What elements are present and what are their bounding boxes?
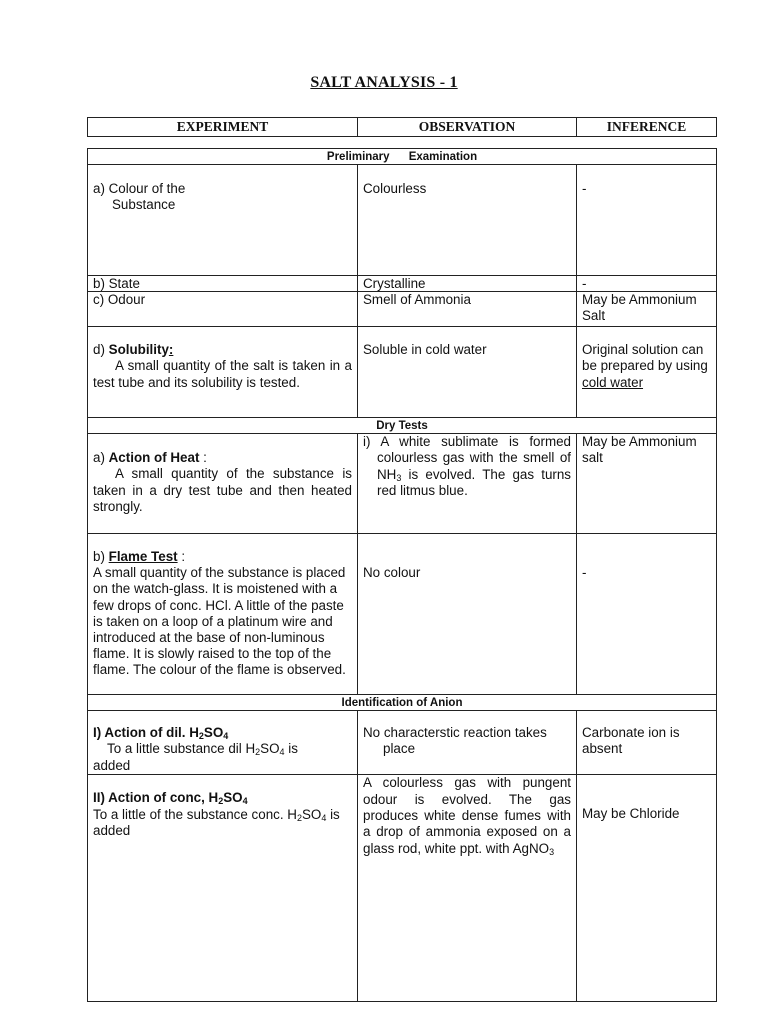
inference-cell: May be Chloride <box>577 775 717 1002</box>
inference-cell: May be Ammonium Salt <box>577 292 717 327</box>
conc-h2so4-description: To a little of the substance conc. $H_2SO_4$ is added <box>93 806 340 839</box>
table-row <box>88 327 717 418</box>
analysis-table <box>87 148 717 1002</box>
experiment-cell: I) Action of dil. $H_2SO_4$ To a little substance dil $H_2SO_4$ is added <box>88 711 358 775</box>
inference-cell: May be Ammonium salt <box>577 434 717 534</box>
inference-cell: Original solution can be prepared by using cold water <box>577 327 717 418</box>
page-title: SALT ANALYSIS - 1 <box>310 74 458 91</box>
observation-cell: i) A white sublimate is formed colourless gas with the smell of $NH_3$ is evolved. The gas turns red litmus blue. <box>358 434 577 534</box>
observation-cell: Colourless <box>358 165 577 276</box>
experiment-cell: d) Solubility: A small quantity of the salt is taken in a test tube and its solubility is tested. <box>88 327 358 418</box>
section-dry-tests: Dry Tests <box>88 418 717 434</box>
table-row <box>88 534 717 695</box>
inference-cell: - <box>577 165 717 276</box>
section-anion: Identification of Anion <box>88 695 717 711</box>
colour-label-line2: Substance <box>112 197 176 213</box>
table-row <box>88 292 717 327</box>
table-row <box>88 165 717 276</box>
dil-h2so4-description: To a little substance dil $H_2SO_4$ is <box>107 741 298 758</box>
table-row <box>88 711 717 775</box>
inference-cell: Carbonate ion is absent <box>577 711 717 775</box>
flame-test-description: A small quantity of the substance is placed on the watch-glass. It is moistened with a few drops of conc. HCl. A little of the paste is taken on a loop of a platinum wire and introduced at the base of non-luminous flame. It is slowly raised to the top of the flame. The colour of the flame is observed. <box>93 565 346 678</box>
observation-cell: No characterstic reaction takes place <box>358 711 577 775</box>
experiment-cell: b) Flame Test : A small quantity of the substance is placed on the watch-glass. It is moistened with a few drops of conc. HCl. A little of the paste is taken on a loop of a platinum wire and introduced at the base of non-luminous flame. It is slowly raised to the top of the flame. The colour of the flame is observed. <box>88 534 358 695</box>
solubility-label: Solubility <box>108 342 169 357</box>
table-row <box>88 434 717 534</box>
observation-cell: Crystalline <box>358 276 577 292</box>
header-observation: OBSERVATION <box>358 118 577 137</box>
observation-cell: Soluble in cold water <box>358 327 577 418</box>
experiment-cell: c) Odour <box>88 292 358 327</box>
dil-h2so4-label: I) Action of dil. $H_2SO_4$ <box>93 725 229 741</box>
table-row <box>88 276 717 292</box>
header-experiment: EXPERIMENT <box>88 118 358 137</box>
header-inference: INFERENCE <box>577 118 717 137</box>
inference-cell: - <box>577 276 717 292</box>
heat-description: A small quantity of the substance is taken in a dry test tube and then heated strongly. <box>93 466 352 515</box>
conc-h2so4-label: II) Action of conc, $H_2SO_4$ <box>93 790 248 807</box>
table-row <box>88 775 717 1002</box>
experiment-cell <box>88 775 358 1002</box>
colour-label: a) Colour of the <box>93 181 186 196</box>
observation-cell: No colour <box>358 534 577 695</box>
section-preliminary: Preliminary Examination <box>88 149 717 165</box>
experiment-cell: a) Action of Heat : A small quantity of the substance is taken in a dry test tube and then heated strongly. <box>88 434 358 534</box>
heat-label: Action of Heat <box>108 450 200 465</box>
observation-cell: A colourless gas with pungent odour is evolved. The gas produces white dense fumes with a drop of ammonia exposed on a glass rod, white ppt. with AgNO$_3$ <box>358 775 577 1002</box>
flame-test-label: Flame Test <box>108 549 178 564</box>
solubility-description: A small quantity of the salt is taken in a test tube and its solubility is tested. <box>93 358 352 390</box>
experiment-cell <box>88 165 358 276</box>
experiment-cell: b) State <box>88 276 358 292</box>
column-header-table <box>87 117 717 137</box>
inference-cell: - <box>577 534 717 695</box>
observation-cell: Smell of Ammonia <box>358 292 577 327</box>
